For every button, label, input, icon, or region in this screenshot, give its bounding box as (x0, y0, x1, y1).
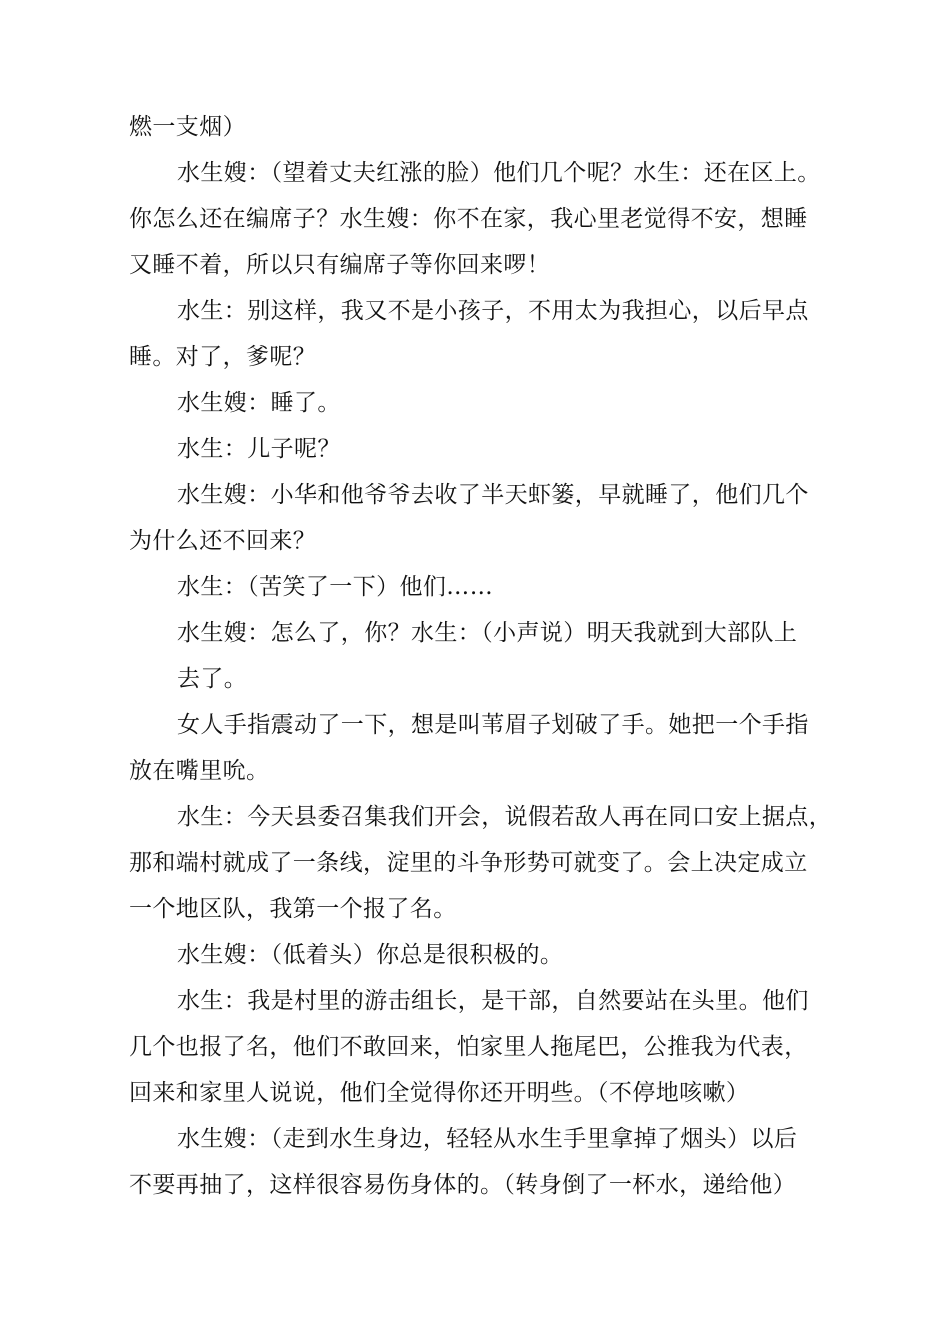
text-line: 女人手指震动了一下，想是叫苇眉子划破了手。她把一个手指 (177, 712, 809, 738)
text-line: 水生嫂：怎么了，你？水生：（小声说）明天我就到大部队上 (177, 620, 798, 646)
text-line: 水生嫂：（走到水生身边，轻轻从水生手里拿掉了烟头）以后 (177, 1126, 798, 1152)
text-line: 去了。 (177, 666, 248, 692)
text-line: 燃一支烟） (129, 114, 246, 140)
text-line: 水生：别这样，我又不是小孩子，不用太为我担心，以后早点 (177, 298, 809, 324)
text-line: 水生：我是村里的游击组长，是干部，自然要站在头里。他们 (177, 988, 809, 1014)
text-line: 水生：儿子呢？ (177, 436, 341, 462)
text-line: 那和端村就成了一条线，淀里的斗争形势可就变了。会上决定成立 (129, 850, 808, 876)
text-line: 水生嫂：（低着头）你总是很积极的。 (177, 942, 564, 968)
text-line: 水生：今天县委召集我们开会，说假若敌人再在同口安上据点， (177, 804, 833, 830)
text-line: 水生嫂：睡了。 (177, 390, 341, 416)
text-line: 水生嫂：（望着丈夫红涨的脸）他们几个呢？水生：还在区上。 (177, 160, 821, 186)
text-line: 你怎么还在编席子？水生嫂：你不在家，我心里老觉得不安，想睡 (129, 206, 808, 232)
text-line: 水生：（苦笑了一下）他们…… (177, 574, 494, 600)
text-line: 回来和家里人说说，他们全觉得你还开明些。（不停地咳嗽） (129, 1080, 750, 1106)
body-text (129, 104, 833, 1208)
text-line: 一个地区队，我第一个报了名。 (129, 896, 457, 922)
text-line: 又睡不着，所以只有编席子等你回来啰！ (129, 252, 551, 278)
text-line: 不要再抽了，这样很容易伤身体的。（转身倒了一杯水，递给他） (129, 1172, 797, 1198)
text-line: 放在嘴里吮。 (129, 758, 270, 784)
text-line: 几个也报了名，他们不敢回来，怕家里人拖尾巴，公推我为代表， (129, 1034, 808, 1060)
text-line: 为什么还不回来？ (129, 528, 317, 554)
text-line: 水生嫂：小华和他爷爷去收了半天虾篓，早就睡了，他们几个 (177, 482, 809, 508)
text-line: 睡。对了，爹呢？ (129, 344, 317, 370)
